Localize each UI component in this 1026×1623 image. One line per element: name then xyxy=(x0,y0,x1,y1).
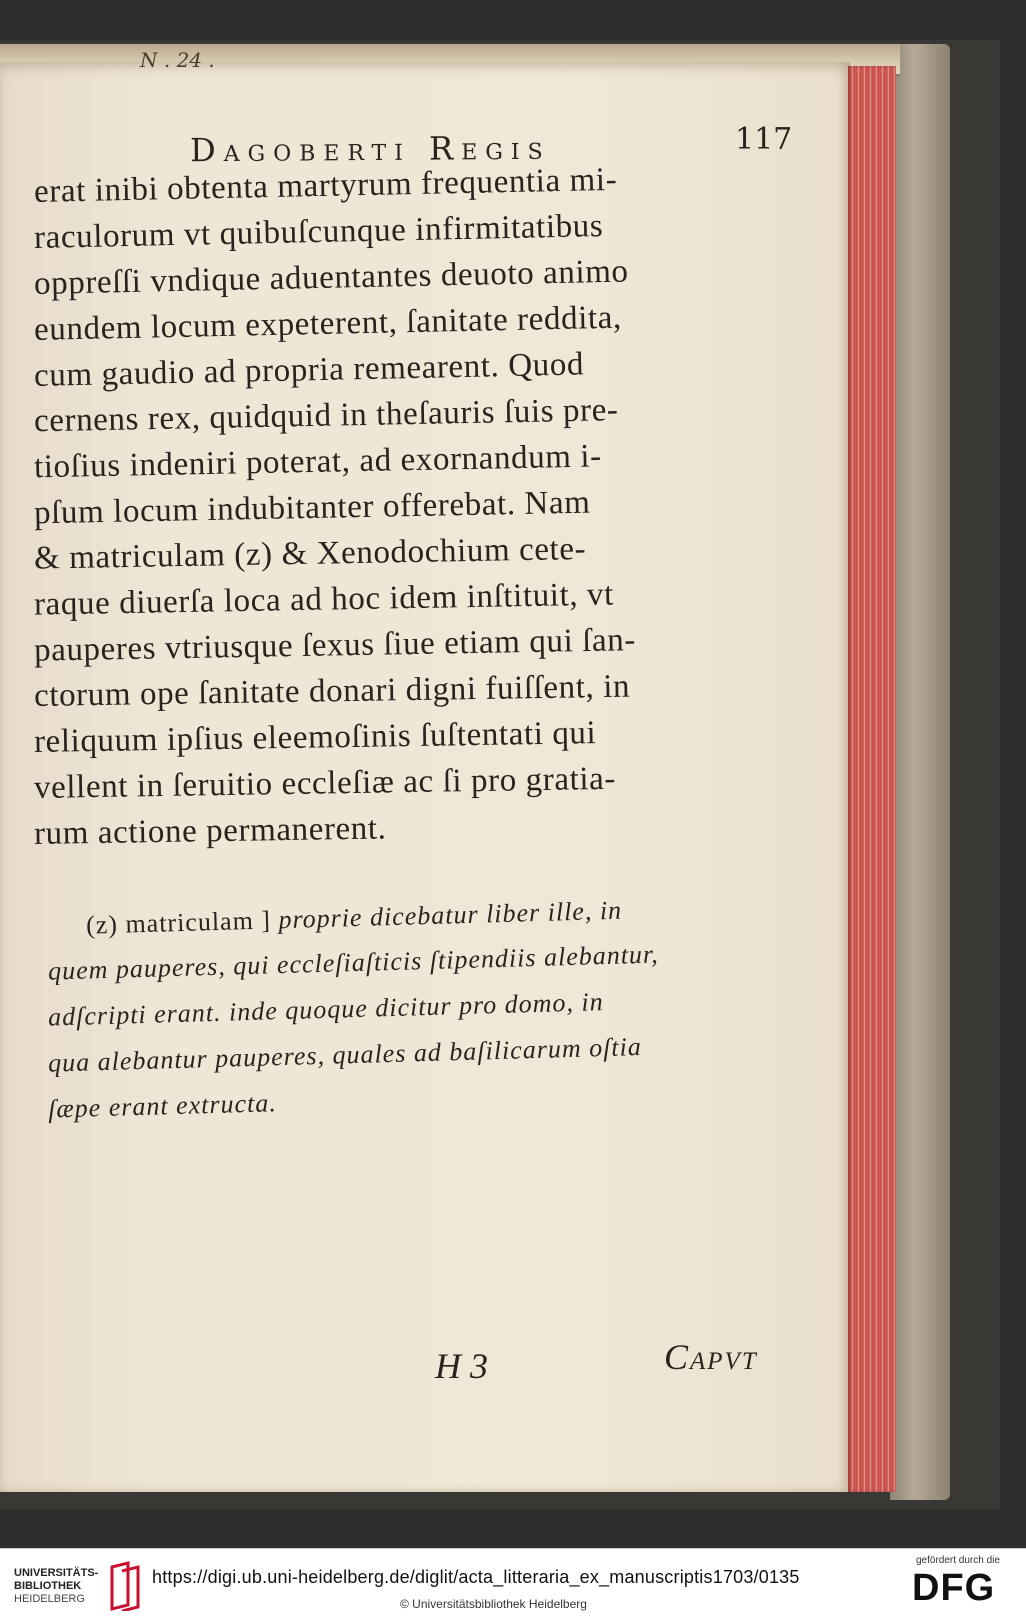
footnote-line: ſæpe erant extructa. xyxy=(47,1088,278,1124)
shelfmark: N . 24 . xyxy=(140,48,215,72)
footnote-text: proprie dicebatur liber ille, in xyxy=(278,895,623,935)
footnote-line xyxy=(86,889,847,940)
viewer-footer xyxy=(0,1548,1026,1623)
dfg-logo[interactable]: DFG xyxy=(912,1567,996,1609)
body-line: oppreſſi vndique aduentantes deuoto animo xyxy=(33,253,629,302)
running-head: Dagoberti Regis xyxy=(189,128,551,170)
body-line: eundem locum expeterent, ſanitate reddita, xyxy=(33,299,623,348)
library-logo-line: UNIVERSITÄTS- xyxy=(14,1567,99,1579)
permalink-url[interactable]: https://digi.ub.uni-heidelberg.de/diglit/acta_litteraria_ex_manuscriptis1703/0135 xyxy=(152,1567,800,1587)
copyright-notice: © Universitätsbibliothek Heidelberg xyxy=(400,1597,587,1611)
body-line: cum gaudio ad propria remearent. Quod xyxy=(33,346,585,394)
footnote-marker: (z) matriculam ] xyxy=(85,905,272,940)
body-line: vellent in ſeruitio eccleſiæ ac ſi pro gratia- xyxy=(33,760,617,806)
red-page-edges xyxy=(848,66,896,1492)
body-line: cernens rex, quidquid in theſauris ſuis pre- xyxy=(33,392,619,440)
body-line: reliquum ipſius eleemoſinis ſuſtentati qui xyxy=(33,715,597,760)
footnote-line: qua alebantur pauperes, quales ad baſilicarum oſtia xyxy=(47,1032,643,1078)
body-line: pauperes vtriusque ſexus ſiue etiam qui ſan- xyxy=(33,622,637,669)
body-line: erat inibi obtenta martyrum frequentia mi- xyxy=(33,161,618,210)
body-line: tioſius indeniri poterat, ad exornandum i- xyxy=(33,438,603,486)
catchword: Capvt xyxy=(664,1337,758,1377)
library-logo-text[interactable] xyxy=(14,1567,98,1606)
library-logo-line: BIBLIOTHEK xyxy=(14,1580,82,1592)
body-line: ctorum ope ſanitate donari digni fuiſſent, in xyxy=(33,668,631,714)
body-line: raque diuerſa loca ad hoc idem inſtituit, vt xyxy=(33,576,615,623)
footnote-line: quem pauperes, qui eccleſiaſticis ſtipendiis alebantur, xyxy=(47,939,660,986)
book-board-edge xyxy=(890,44,950,1500)
funder-label: gefördert durch die xyxy=(916,1555,1000,1566)
body-line: pſum locum indubitanter offerebat. Nam xyxy=(33,484,591,532)
body-line: rum actione permanerent. xyxy=(33,810,387,852)
library-logo-icon[interactable] xyxy=(106,1561,144,1611)
signature-mark: H 3 xyxy=(435,1346,488,1386)
page-number: 117 xyxy=(735,122,793,157)
body-line: raculorum vt quibuſcunque infirmitatibus xyxy=(33,208,604,256)
library-logo-line: HEIDELBERG xyxy=(14,1593,85,1605)
footnote-line: adſcripti erant. inde quoque dicitur pro domo, in xyxy=(47,987,605,1032)
body-line: & matriculam (z) & Xenodochium cete- xyxy=(33,530,587,577)
